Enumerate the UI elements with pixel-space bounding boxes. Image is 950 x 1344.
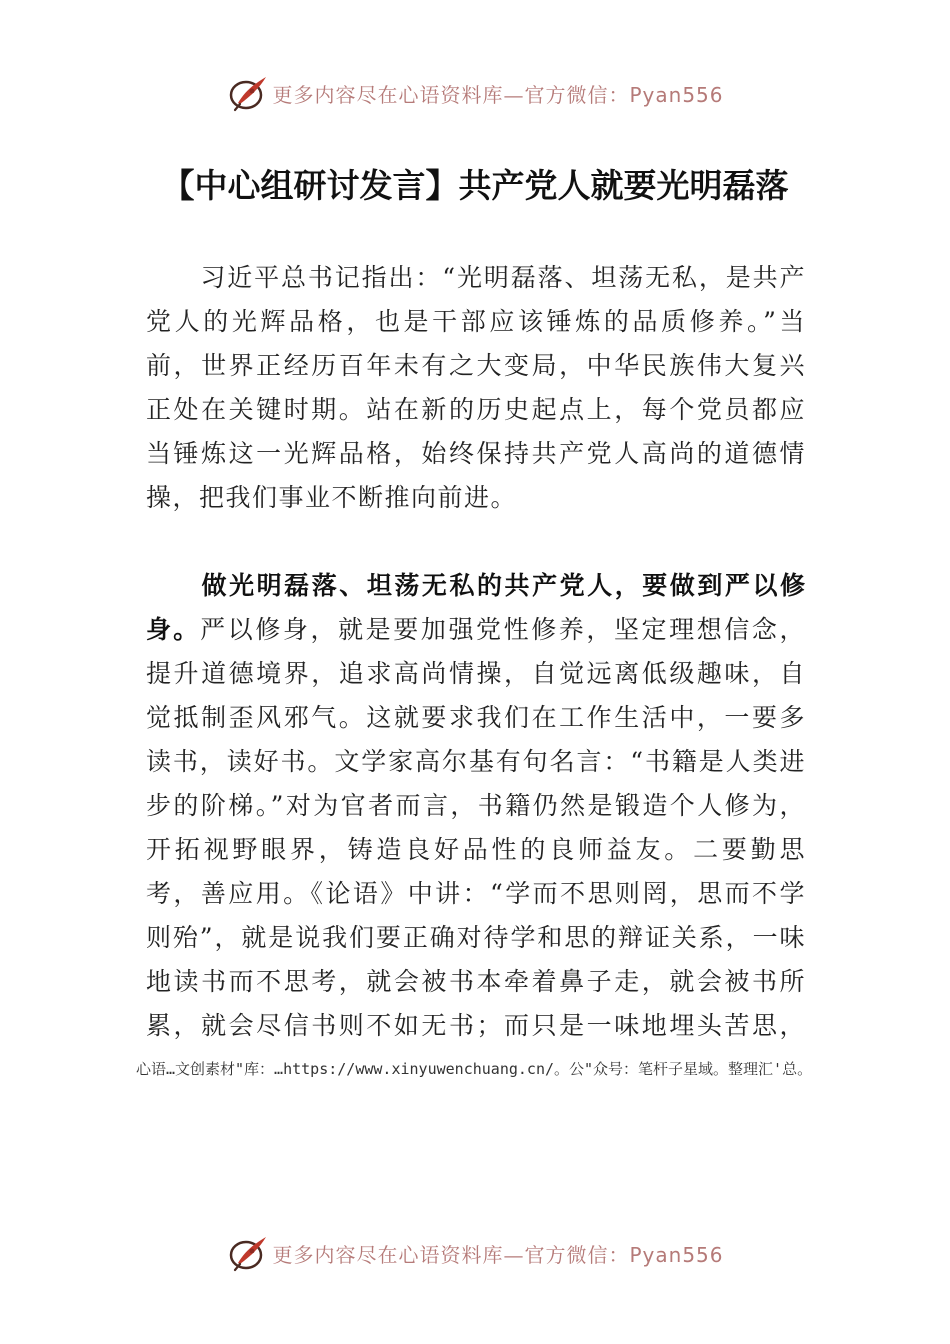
- paragraph-2-body: 严以修身，就是要加强党性修养，坚定理想信念，提升道德境界，追求高尚情操，自觉远离低级趣味，自觉抵制歪风邪气。这就要求我们在工作生活中，一要多读书，读好书。文学家高尔基有句名言：“书籍是人类进步的阶梯。”对为官者而言，书籍仍然是锻造个人修为，开拓视野眼界，铸造良好品性的良师益友。二要勤思考，善应用。《论语》中讲：“学而不思则罔，思而不学则殆”，就是说我们要正确对待学和思的辩证关系，一味地读书而不思考，就会被书本牵着鼻子走，就会被书所累，就会尽信书则不如无书；而只是一味地埋头苦思，: [146, 615, 806, 1040]
- quill-logo-icon: [226, 1233, 270, 1273]
- paragraph-1: [146, 256, 806, 520]
- quill-logo-icon: [226, 73, 270, 113]
- footer-banner-text: 更多内容尽在心语资料库—官方微信：Pyan556: [272, 1242, 724, 1267]
- header-banner-account: Pyan556: [629, 82, 724, 107]
- paragraph-1-text: 习近平总书记指出：“光明磊落、坦荡无私，是共产党人的光辉品格，也是干部应该锤炼的品质修养。”当前，世界正经历百年未有之大变局，中华民族伟大复兴正处在关键时期。站在新的历史起点上，每个党员都应当锤炼这一光辉品格，始终保持共产党人高尚的道德情操，把我们事业不断推向前进。: [146, 263, 806, 512]
- header-banner-text: 更多内容尽在心语资料库—官方微信：Pyan556: [272, 82, 724, 107]
- footer-banner: [0, 1228, 950, 1278]
- document-title: 【中心组研讨发言】共产党人就要光明磊落: [161, 166, 789, 205]
- paragraph-2-lead: 做光明磊落、坦荡无私的共产党人，要做到严以修身。: [146, 571, 806, 644]
- watermark-footnote: 心语…文创素材"库：…https://www.xinyuwenchuang.cn/。公"众号：笔杆子星域。整理汇'总。: [136, 1060, 813, 1078]
- header-banner: [0, 68, 950, 118]
- footer-banner-account: Pyan556: [629, 1242, 724, 1267]
- paragraph-2: [146, 564, 806, 1048]
